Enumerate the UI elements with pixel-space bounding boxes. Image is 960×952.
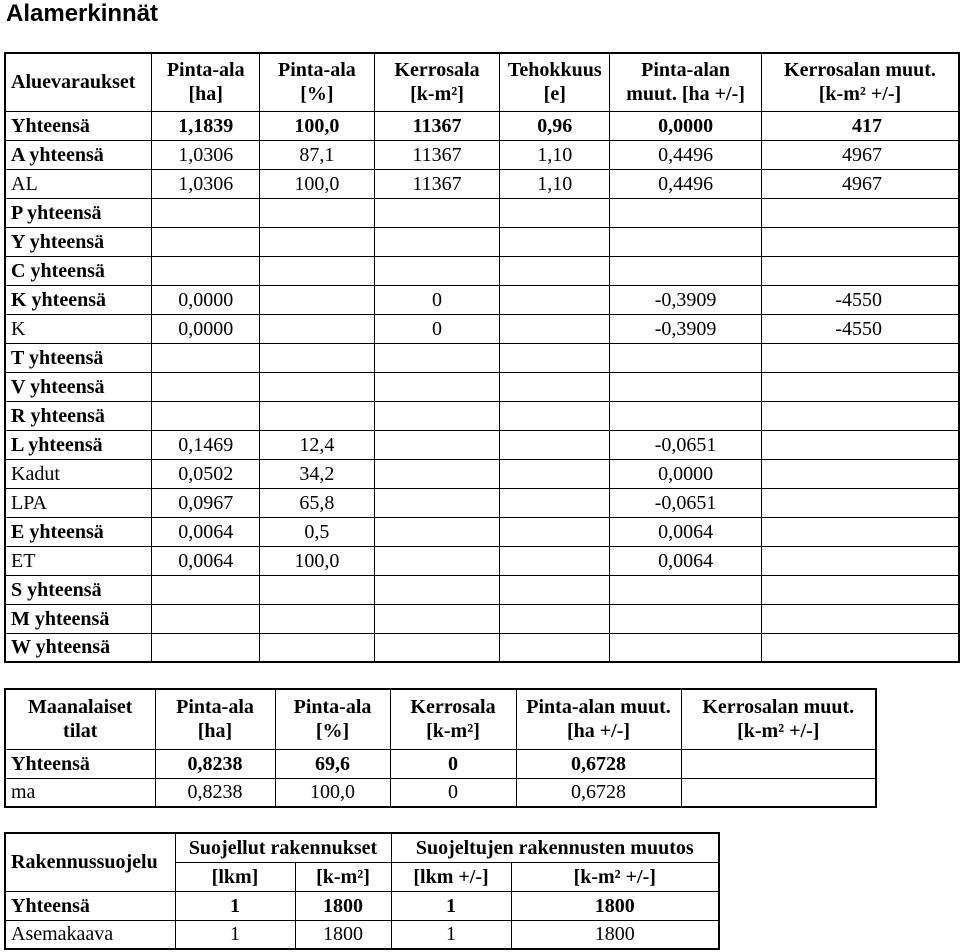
table-row bbox=[5, 227, 959, 256]
table-cell bbox=[500, 198, 610, 227]
column-header: Pinta-alan muut. [ha +/-] bbox=[516, 689, 681, 749]
table-cell bbox=[374, 401, 500, 430]
table-cell bbox=[152, 227, 260, 256]
table-cell bbox=[610, 604, 762, 633]
table-cell bbox=[152, 372, 260, 401]
table-cell: 11367 bbox=[374, 111, 500, 140]
table-row bbox=[5, 517, 959, 546]
header-row bbox=[5, 689, 876, 749]
table-cell bbox=[761, 401, 959, 430]
table-cell bbox=[260, 285, 375, 314]
table-row bbox=[5, 401, 959, 430]
row-label: K bbox=[5, 314, 152, 343]
table-cell bbox=[500, 604, 610, 633]
table-row bbox=[5, 920, 719, 949]
table-cell: 0,6728 bbox=[516, 749, 681, 778]
table-cell bbox=[761, 633, 959, 662]
table-cell: 0,6728 bbox=[516, 778, 681, 807]
table-cell bbox=[500, 401, 610, 430]
table-cell: 1,1839 bbox=[152, 111, 260, 140]
table-cell bbox=[260, 227, 375, 256]
table-cell: 1800 bbox=[511, 891, 719, 920]
table-cell bbox=[610, 227, 762, 256]
table-cell bbox=[260, 343, 375, 372]
table-cell: 4967 bbox=[761, 140, 959, 169]
table-cell: -0,3909 bbox=[610, 314, 762, 343]
table-cell: 0 bbox=[390, 778, 516, 807]
table-cell bbox=[152, 633, 260, 662]
row-label: Kadut bbox=[5, 459, 152, 488]
column-header: Pinta-ala [ha] bbox=[155, 689, 275, 749]
table-cell bbox=[374, 517, 500, 546]
page-title: Alamerkinnät bbox=[6, 0, 159, 27]
table-cell bbox=[500, 488, 610, 517]
table-cell bbox=[761, 343, 959, 372]
row-label: ET bbox=[5, 546, 152, 575]
table-cell bbox=[260, 314, 375, 343]
table-cell: 1 bbox=[391, 891, 511, 920]
table-cell bbox=[260, 401, 375, 430]
column-header: Kerrosalan muut. [k-m² +/-] bbox=[681, 689, 876, 749]
table-cell bbox=[761, 372, 959, 401]
table-cell: 34,2 bbox=[260, 459, 375, 488]
table-cell bbox=[374, 488, 500, 517]
table-cell: -4550 bbox=[761, 285, 959, 314]
table-cell bbox=[374, 575, 500, 604]
table-cell: 69,6 bbox=[275, 749, 390, 778]
column-header: Tehokkuus [e] bbox=[500, 53, 610, 111]
table-cell: -0,0651 bbox=[610, 488, 762, 517]
land-use-table bbox=[4, 52, 960, 663]
table-cell bbox=[761, 575, 959, 604]
table-row bbox=[5, 343, 959, 372]
table-cell bbox=[260, 633, 375, 662]
table-cell bbox=[374, 372, 500, 401]
table-cell: 0,96 bbox=[500, 111, 610, 140]
table-cell: 0,4496 bbox=[610, 169, 762, 198]
table-cell: 1,10 bbox=[500, 140, 610, 169]
column-header: Pinta-ala [%] bbox=[260, 53, 375, 111]
column-header: Pinta-ala [ha] bbox=[152, 53, 260, 111]
table-row bbox=[5, 604, 959, 633]
table-cell bbox=[500, 227, 610, 256]
table-cell bbox=[260, 256, 375, 285]
table-cell: 1800 bbox=[295, 891, 391, 920]
column-header: Maanalaiset tilat bbox=[5, 689, 155, 749]
table-cell: 0,4496 bbox=[610, 140, 762, 169]
table-row bbox=[5, 633, 959, 662]
table-cell bbox=[500, 546, 610, 575]
table-cell: 0,0064 bbox=[152, 546, 260, 575]
table-cell: 0,0064 bbox=[610, 517, 762, 546]
table-cell bbox=[610, 575, 762, 604]
column-header: Kerrosala [k-m²] bbox=[374, 53, 500, 111]
row-label: Asemakaava bbox=[5, 920, 175, 949]
table-cell bbox=[374, 604, 500, 633]
column-header: [lkm +/-] bbox=[391, 862, 511, 891]
table-cell bbox=[610, 256, 762, 285]
table-cell bbox=[260, 575, 375, 604]
table-cell bbox=[260, 604, 375, 633]
table-cell bbox=[152, 198, 260, 227]
table-cell: 0,0000 bbox=[152, 285, 260, 314]
table-cell: -4550 bbox=[761, 314, 959, 343]
table-cell bbox=[761, 517, 959, 546]
table-cell: 87,1 bbox=[260, 140, 375, 169]
table-cell bbox=[152, 575, 260, 604]
table-cell: 0,8238 bbox=[155, 778, 275, 807]
table-cell bbox=[374, 546, 500, 575]
table-cell: 0,0000 bbox=[610, 459, 762, 488]
table-cell bbox=[260, 198, 375, 227]
table-row bbox=[5, 256, 959, 285]
table-cell: 1,10 bbox=[500, 169, 610, 198]
table-cell: 12,4 bbox=[260, 430, 375, 459]
table-cell bbox=[374, 459, 500, 488]
table-cell bbox=[260, 372, 375, 401]
table-row bbox=[5, 459, 959, 488]
table-row bbox=[5, 546, 959, 575]
table-cell bbox=[610, 198, 762, 227]
column-header: [k-m²] bbox=[295, 862, 391, 891]
table-cell bbox=[374, 343, 500, 372]
column-header: Kerrosala [k-m²] bbox=[390, 689, 516, 749]
column-header: Pinta-ala [%] bbox=[275, 689, 390, 749]
table-cell bbox=[610, 401, 762, 430]
table-cell bbox=[374, 256, 500, 285]
table-cell: 0,0000 bbox=[152, 314, 260, 343]
table-cell: -0,0651 bbox=[610, 430, 762, 459]
table-cell: 1,0306 bbox=[152, 169, 260, 198]
table-cell bbox=[610, 343, 762, 372]
building-protection-table bbox=[4, 832, 720, 950]
table-cell bbox=[761, 198, 959, 227]
table-cell: 11367 bbox=[374, 169, 500, 198]
table-cell: 0 bbox=[374, 285, 500, 314]
table-cell: 1 bbox=[175, 920, 295, 949]
table-cell: 1800 bbox=[511, 920, 719, 949]
table-cell bbox=[500, 517, 610, 546]
table-cell: 100,0 bbox=[260, 111, 375, 140]
table-cell bbox=[500, 372, 610, 401]
table-row bbox=[5, 140, 959, 169]
column-group-header: Suojeltujen rakennusten muutos bbox=[391, 833, 719, 862]
table-cell bbox=[500, 314, 610, 343]
row-label: A yhteensä bbox=[5, 140, 152, 169]
table-cell bbox=[610, 372, 762, 401]
table-cell: 0 bbox=[374, 314, 500, 343]
table-cell bbox=[610, 633, 762, 662]
table-cell: 11367 bbox=[374, 140, 500, 169]
row-label: Rakennussuojelu bbox=[5, 833, 175, 891]
table-row bbox=[5, 430, 959, 459]
row-label: S yhteensä bbox=[5, 575, 152, 604]
table-cell: 100,0 bbox=[275, 778, 390, 807]
row-label: M yhteensä bbox=[5, 604, 152, 633]
row-label: L yhteensä bbox=[5, 430, 152, 459]
table-cell: 0,0502 bbox=[152, 459, 260, 488]
column-header: [k-m² +/-] bbox=[511, 862, 719, 891]
table-cell: 65,8 bbox=[260, 488, 375, 517]
column-header: Aluevaraukset bbox=[5, 53, 152, 111]
table-cell bbox=[761, 459, 959, 488]
column-header: [lkm] bbox=[175, 862, 295, 891]
table-row bbox=[5, 778, 876, 807]
row-label: R yhteensä bbox=[5, 401, 152, 430]
table-cell: 0,1469 bbox=[152, 430, 260, 459]
header-row bbox=[5, 53, 959, 111]
table-cell bbox=[152, 256, 260, 285]
table-cell bbox=[500, 633, 610, 662]
table-cell bbox=[761, 227, 959, 256]
row-label: E yhteensä bbox=[5, 517, 152, 546]
table-cell: 0,0064 bbox=[610, 546, 762, 575]
table-cell bbox=[681, 778, 876, 807]
column-header: Pinta-alan muut. [ha +/-] bbox=[610, 53, 762, 111]
table-row bbox=[5, 891, 719, 920]
table-cell bbox=[761, 488, 959, 517]
table-cell bbox=[761, 604, 959, 633]
table-cell: 1800 bbox=[295, 920, 391, 949]
table-cell bbox=[374, 633, 500, 662]
row-label: AL bbox=[5, 169, 152, 198]
table-cell: -0,3909 bbox=[610, 285, 762, 314]
table-row bbox=[5, 488, 959, 517]
table-row bbox=[5, 198, 959, 227]
table-cell bbox=[152, 343, 260, 372]
table-cell bbox=[761, 546, 959, 575]
table-cell: 100,0 bbox=[260, 169, 375, 198]
column-header: Kerrosalan muut. [k-m² +/-] bbox=[761, 53, 959, 111]
table-cell: 0,0000 bbox=[610, 111, 762, 140]
table-cell bbox=[761, 256, 959, 285]
row-label: Yhteensä bbox=[5, 891, 175, 920]
row-label: W yhteensä bbox=[5, 633, 152, 662]
table-cell: 0,5 bbox=[260, 517, 375, 546]
table-cell bbox=[500, 256, 610, 285]
column-group-header: Suojellut rakennukset bbox=[175, 833, 391, 862]
row-label: P yhteensä bbox=[5, 198, 152, 227]
table-cell bbox=[761, 430, 959, 459]
row-label: ma bbox=[5, 778, 155, 807]
table-row bbox=[5, 575, 959, 604]
table-cell: 1,0306 bbox=[152, 140, 260, 169]
row-label: K yhteensä bbox=[5, 285, 152, 314]
table-cell bbox=[681, 749, 876, 778]
row-label: Yhteensä bbox=[5, 749, 155, 778]
table-cell: 0,8238 bbox=[155, 749, 275, 778]
header-row bbox=[5, 833, 719, 862]
table-row bbox=[5, 111, 959, 140]
underground-spaces-table bbox=[4, 688, 877, 808]
table-cell bbox=[500, 343, 610, 372]
table-cell: 100,0 bbox=[260, 546, 375, 575]
table-cell bbox=[374, 198, 500, 227]
row-label: Y yhteensä bbox=[5, 227, 152, 256]
row-label: LPA bbox=[5, 488, 152, 517]
table-cell: 417 bbox=[761, 111, 959, 140]
table-cell: 0 bbox=[390, 749, 516, 778]
row-label: Yhteensä bbox=[5, 111, 152, 140]
row-label: T yhteensä bbox=[5, 343, 152, 372]
table-cell bbox=[500, 430, 610, 459]
table-cell bbox=[500, 285, 610, 314]
table-row bbox=[5, 314, 959, 343]
table-row bbox=[5, 749, 876, 778]
table-cell: 1 bbox=[175, 891, 295, 920]
table-row bbox=[5, 169, 959, 198]
table-cell bbox=[374, 430, 500, 459]
row-label: C yhteensä bbox=[5, 256, 152, 285]
table-row bbox=[5, 285, 959, 314]
table-cell: 4967 bbox=[761, 169, 959, 198]
table-cell: 1 bbox=[391, 920, 511, 949]
table-cell bbox=[152, 604, 260, 633]
table-cell: 0,0064 bbox=[152, 517, 260, 546]
table-cell bbox=[152, 401, 260, 430]
table-cell bbox=[500, 459, 610, 488]
table-row bbox=[5, 372, 959, 401]
table-cell bbox=[500, 575, 610, 604]
table-cell bbox=[374, 227, 500, 256]
row-label: V yhteensä bbox=[5, 372, 152, 401]
table-cell: 0,0967 bbox=[152, 488, 260, 517]
